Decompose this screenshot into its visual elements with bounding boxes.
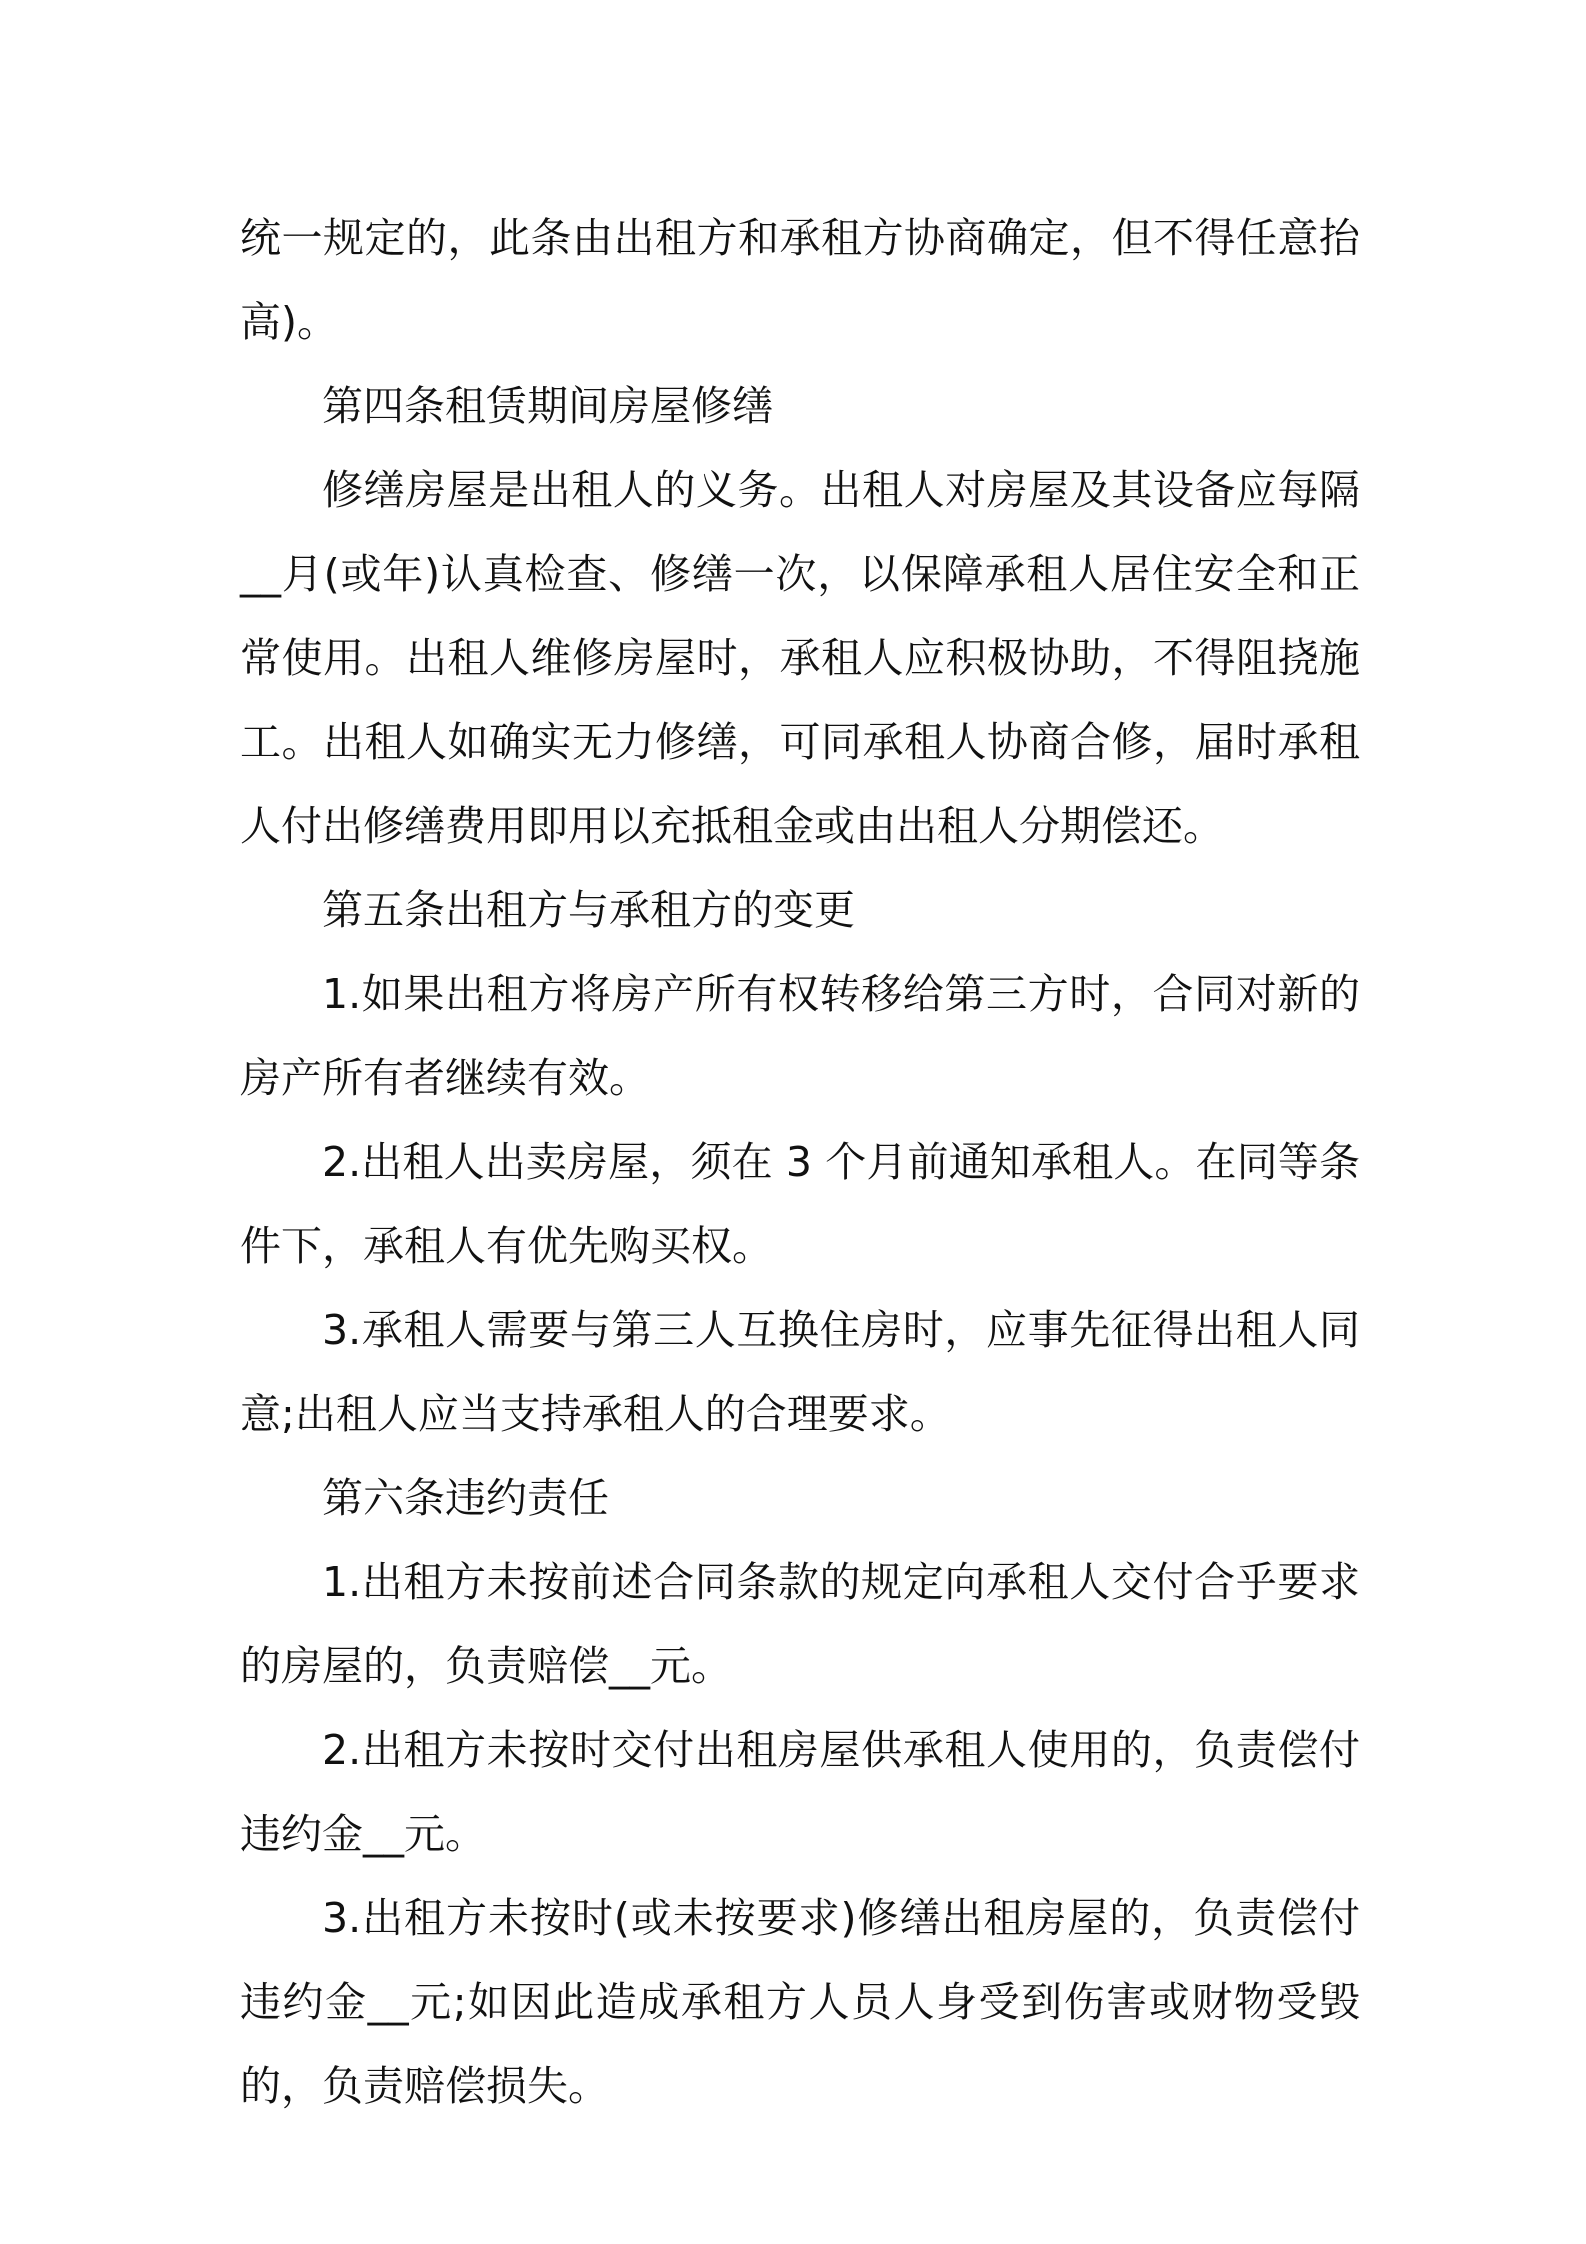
article-5-clause-3: 3.承租人需要与第三人互换住房时，应事先征得出租人同意;出租人应当支持承租人的合理要求。 — [240, 1306, 1360, 1438]
article-4-body: 修缮房屋是出租人的义务。出租人对房屋及其设备应每隔__月(或年)认真检查、修缮一次，以保障承租人居住安全和正常使用。出租人维修房屋时，承租人应积极协助，不得阻挠施工。出租人如确实无力修缮，可同承租人协商合修，届时承租人付出修缮费用即用以充抵租金或由出租人分期偿还。 — [240, 466, 1360, 850]
article-6-clause-3: 3.出租方未按时(或未按要求)修缮出租房屋的，负责偿付违约金__元;如因此造成承租方人员人身受到伤害或财物受毁的，负责赔偿损失。 — [240, 1894, 1360, 2110]
article-5-clause-2: 2.出租人出卖房屋，须在 3 个月前通知承租人。在同等条件下，承租人有优先购买权。 — [240, 1138, 1360, 1270]
article-5-clause-1: 1.如果出租方将房产所有权转移给第三方时，合同对新的房产所有者继续有效。 — [240, 970, 1360, 1102]
article-4-heading: 第四条租赁期间房屋修缮 — [322, 382, 773, 430]
article-6-clause-1: 1.出租方未按前述合同条款的规定向承租人交付合乎要求的房屋的，负责赔偿__元。 — [240, 1558, 1360, 1690]
continuation-paragraph: 统一规定的，此条由出租方和承租方协商确定，但不得任意抬高)。 — [240, 214, 1360, 346]
document-body — [240, 196, 1360, 2128]
article-5-heading: 第五条出租方与承租方的变更 — [322, 886, 855, 934]
article-6-heading: 第六条违约责任 — [322, 1474, 609, 1522]
article-6-clause-2: 2.出租方未按时交付出租房屋供承租人使用的，负责偿付违约金__元。 — [240, 1726, 1360, 1858]
